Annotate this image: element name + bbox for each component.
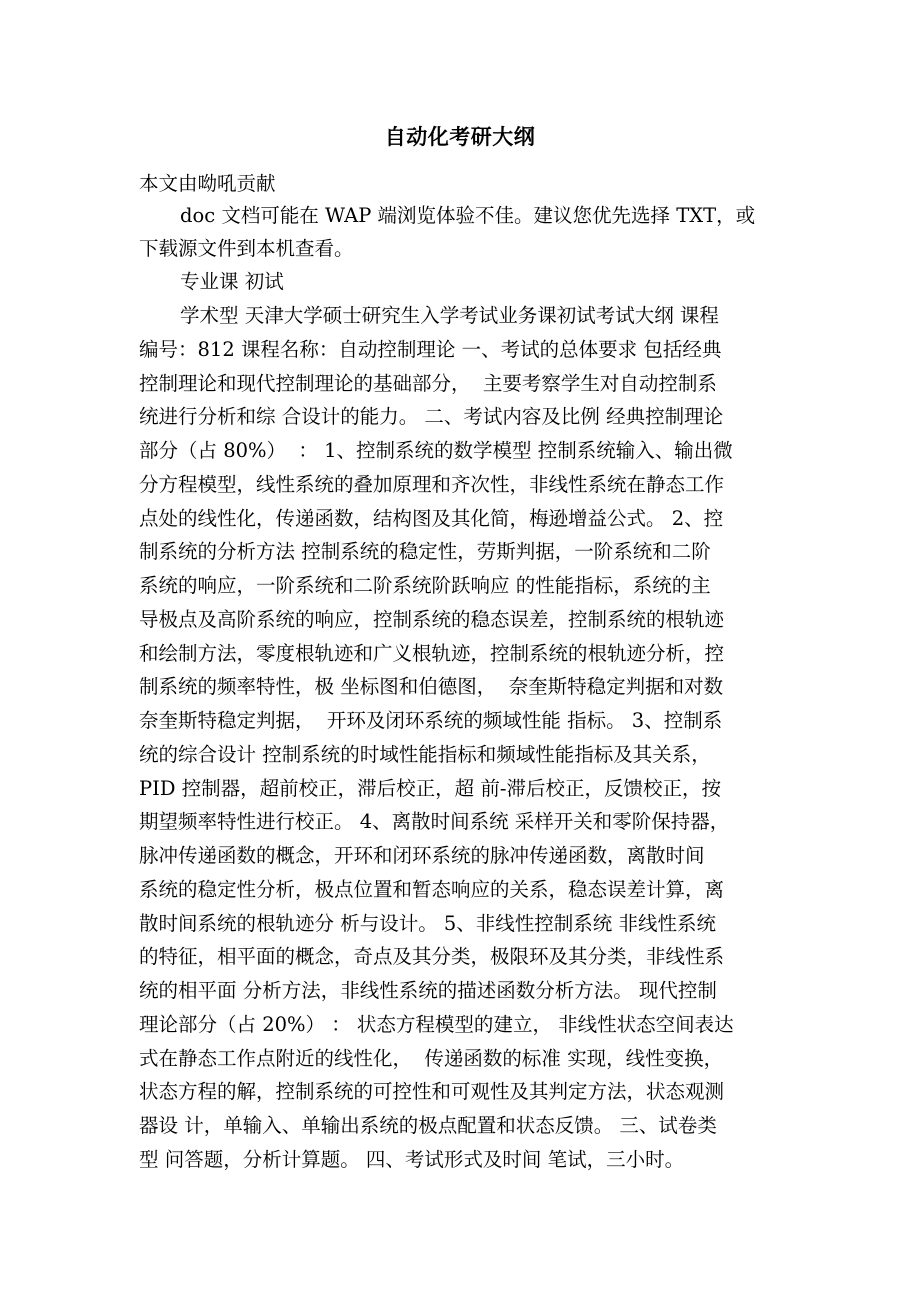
- body-line: 期望频率特性进行校正。 4、离散时间系统 采样开关和零阶保持器，: [139, 810, 730, 834]
- body-line: 系统的响应，一阶系统和二阶系统阶跃响应 的性能指标，系统的主: [139, 574, 711, 597]
- body-line: 导极点及高阶系统的响应，控制系统的稳态误差，控制系统的根轨迹: [139, 607, 725, 631]
- body-line: 状态方程的解，控制系统的可控性和可观性及其判定方法，状态观测: [139, 1080, 725, 1104]
- body-line: 脉冲传递函数的概念，开环和闭环系统的脉冲传递函数，离散时间: [139, 844, 705, 867]
- body-line: 学术型 天津大学硕士研究生入学考试业务课初试考试大纲 课程: [180, 304, 719, 327]
- body-line: 式在静态工作点附近的线性化， 传递函数的标准 实现，线性变换，: [139, 1046, 724, 1070]
- contributor-line: 本文由呦吼贡献: [139, 172, 276, 195]
- body-line: PID 控制器，超前校正，滞后校正，超 前-滞后校正，反馈校正，按: [139, 776, 721, 800]
- body-line: 点处的线性化，传递函数，结构图及其化简，梅逊增益公式。 2、控: [139, 506, 724, 530]
- body-line: 的特征，相平面的概念，奇点及其分类，极限环及其分类，非线性系: [139, 945, 725, 969]
- body-line: 统的相平面 分析方法，非线性系统的描述函数分析方法。 现代控制: [139, 979, 717, 1002]
- body-line: 控制理论和现代控制理论的基础部分， 主要考察学生对自动控制系: [139, 371, 717, 395]
- body-line: 器设 计，单输入、单输出系统的极点配置和状态反馈。 三、试卷类: [139, 1114, 717, 1137]
- body-line: 理论部分（占 20%） ： 状态方程模型的建立， 非线性状态空间表达: [139, 1012, 734, 1036]
- body-line: 制系统的频率特性，极 坐标图和伯德图， 奈奎斯特稳定判据和对数: [139, 675, 724, 699]
- body-line: 型 问答题，分析计算题。 四、考试形式及时间 笔试，三小时。: [139, 1147, 685, 1171]
- body-line: 奈奎斯特稳定判据， 开环及闭环系统的频域性能 指标。 3、控制系: [139, 709, 723, 732]
- section-label: 专业课 初试: [180, 270, 284, 293]
- body-line: 系统的稳定性分析，极点位置和暂态响应的关系，稳态误差计算，离: [139, 877, 725, 901]
- notice-line-1: doc 文档可能在 WAP 端浏览体验不佳。建议您优先选择 TXT，或: [180, 204, 756, 227]
- body-line: 统的综合设计 控制系统的时域性能指标和频域性能指标及其关系，: [139, 742, 711, 766]
- notice-line-2: 下载源文件到本机查看。: [139, 237, 354, 260]
- document-title: 自动化考研大纲: [384, 124, 536, 149]
- body-line: 散时间系统的根轨迹分 析与设计。 5、非线性控制系统 非线性系统: [139, 911, 717, 935]
- body-line: 和绘制方法，零度根轨迹和广义根轨迹，控制系统的根轨迹分析，控: [139, 641, 725, 665]
- body-line: 制系统的分析方法 控制系统的稳定性，劳斯判据，一阶系统和二阶: [139, 540, 711, 564]
- body-line: 统进行分析和综 合设计的能力。 二、考试内容及比例 经典控制理论: [139, 405, 724, 429]
- body-line: 分方程模型，线性系统的叠加原理和齐次性，非线性系统在静态工作: [139, 472, 725, 496]
- body-line: 部分（占 80%） ： 1、控制系统的数学模型 控制系统输入、输出微: [139, 439, 733, 462]
- body-line: 编号：812 课程名称：自动控制理论 一、考试的总体要求 包括经典: [139, 337, 722, 361]
